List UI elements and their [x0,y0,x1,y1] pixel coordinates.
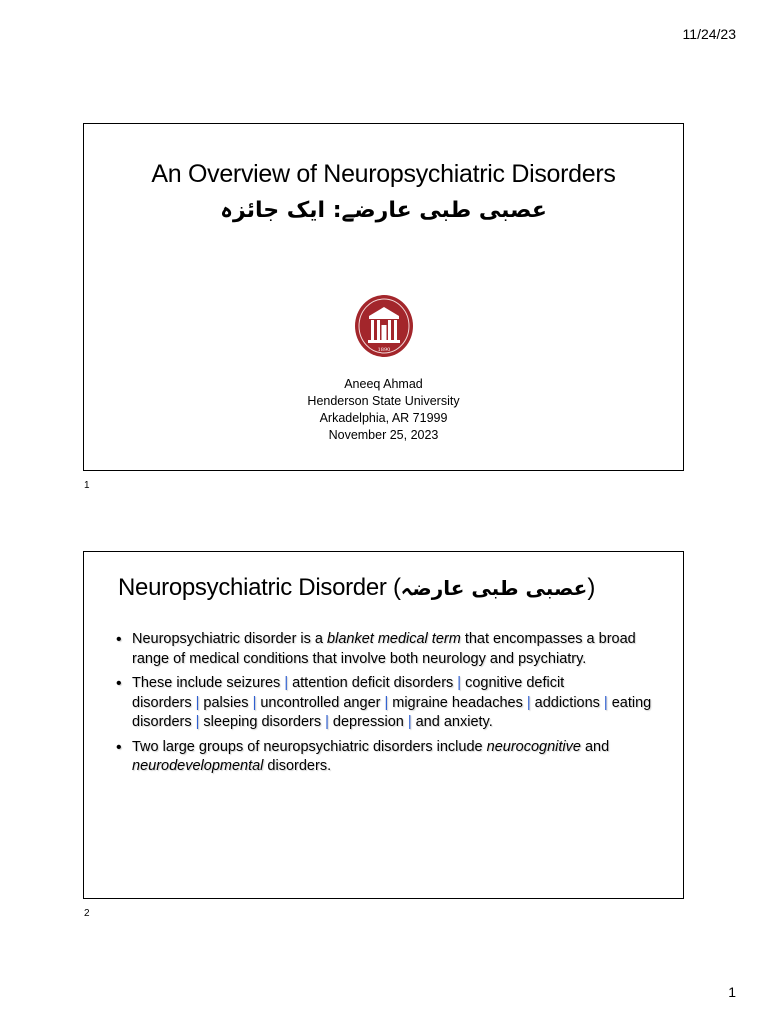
bullet-item: • Two large groups of neuropsychiatric disorders include neurocognitive and neurodevelopmental disorders. [116,738,610,774]
bullet-item: • Neuropsychiatric disorder is a blanket medical term that encompasses a broad range of medical conditions that involve both neurology and psychiatry. [116,631,636,667]
university-seal-icon [354,294,414,358]
slide-1-title: An Overview of Neuropsychiatric Disorders [151,160,616,188]
seal-year: 1890 [377,347,391,353]
bullet-item: • These include seizures | attention deficit disorders | cognitive deficit disorders | palsies | uncontrolled anger | migraine headaches | addictions | eating disorders | sleeping disorders | depression | and anxiety. [116,675,652,730]
emphasis: neurodevelopmental [132,758,264,774]
title-close: ) [587,574,596,601]
slide-2 [83,551,684,899]
bullet-icon: • [116,738,122,756]
bullet-icon: • [116,675,122,692]
author-name: Aneeq Ahmad [344,377,423,391]
page-number: 1 [728,984,736,1000]
emphasis: blanket medical term [327,631,461,647]
author-block [84,376,683,444]
author-location: Arkadelphia, AR 71999 [319,411,448,425]
emphasis: neurocognitive [486,738,581,755]
title-text: Neuropsychiatric Disorder ( [118,574,401,601]
presentation-date: November 25, 2023 [328,428,439,442]
slide-number: 2 [84,908,90,919]
bullet-icon: • [116,631,122,648]
document-date: 11/24/23 [682,26,736,42]
title-urdu-term: عصبی طبی عارضہ [400,576,588,600]
slide-2-title [118,574,595,602]
slide-1 [83,123,684,471]
slide-number: 1 [84,480,90,491]
slide-1-urdu-title: عصبی طبی عارضے: ایک جائزہ [220,198,547,223]
author-institution: Henderson State University [307,394,460,408]
bullet-list [114,630,654,782]
